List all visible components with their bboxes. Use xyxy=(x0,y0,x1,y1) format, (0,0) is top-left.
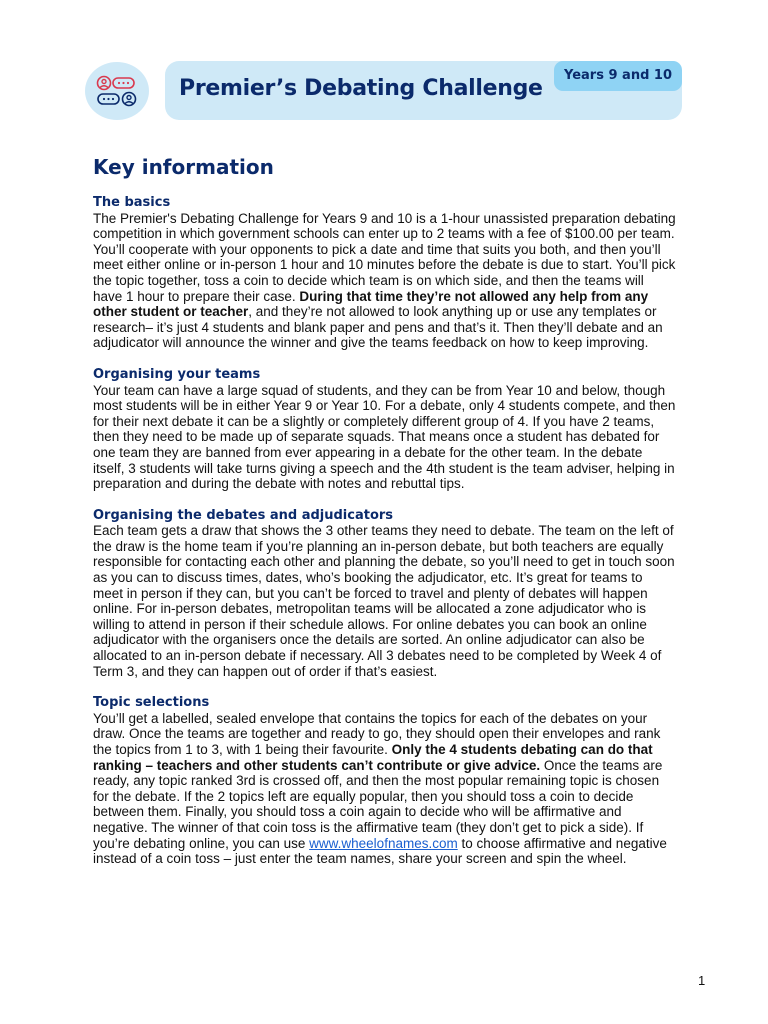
body-text: The Premier's Debating Challenge for Years 9 and 10 is a 1-hour unassisted preparation debating competition in which government schools can enter up to 2 teams with a fee of $100.00 per team. You’ll cooperate with your opponents to pick a date and time that suits you both, and then you’ll meet either online or in-person 1 hour and 10 minutes before the debate is due to start. You’ll pick the topic together, toss a coin to decide which team is on which side, and then the teams will have 1 hour to prepare their case. xyxy=(93,210,676,304)
page-number: 1 xyxy=(698,973,706,988)
debate-people-speech-icon xyxy=(95,74,139,108)
section-body xyxy=(93,211,676,351)
wheelofnames-link[interactable]: www.wheelofnames.com xyxy=(309,835,458,851)
main-content xyxy=(93,195,676,883)
section-heading: Organising the debates and adjudicators xyxy=(93,507,394,523)
title-banner xyxy=(165,61,682,120)
key-information-heading: Key information xyxy=(93,155,274,179)
section-organising-teams xyxy=(93,367,676,492)
emphasis-text: Only the 4 students debating can do that ranking – teachers and other students can’t contribute or give advice. xyxy=(93,742,653,773)
section-heading: Organising your teams xyxy=(93,366,261,382)
body-text: You’ll get a labelled, sealed envelope that contains the topics for each of the debates on your draw. Once the teams are together and ready to go, they should open their envelopes and rank the topics from 1 to 3, with 1 being their favourite. xyxy=(93,710,661,757)
section-body: Each team gets a draw that shows the 3 other teams they need to debate. The team on the left of the draw is the home team if you’re planning an in-person debate, but both teachers are equally responsible for contacting each other and planning the debate, so you’ll need to get in touch soon as you can to discuss times, dates, who’s booking the adjudicator, etc. It’s great for teams to meet in person if they can, but you can’t be forced to travel and plenty of debates will happen online. For in-person debates, metropolitan teams will be allocated a zone adjudicator who is willing to attend in person if their schedule allows. For online debates you can book an online adjudicator with the organisers once the details are sorted. An online adjudicator can also be allocated to an in-person debate if necessary. All 3 debates need to be completed by Week 4 of Term 3, and they can happen out of order if that’s easiest. xyxy=(93,523,675,679)
section-the-basics xyxy=(93,195,676,351)
section-body xyxy=(93,711,676,867)
page-title: Premier’s Debating Challenge xyxy=(179,76,543,101)
body-text: Once the teams are ready, any topic ranked 3rd is crossed off, and then the most popular remaining topic is chosen for the debate. If the 2 topics left are equally popular, then you should toss a coin to decide between them. Finally, you should toss a coin again to decide who will be affirmative and negative. The winner of that coin toss is the affirmative team (they don’t get to pick a side). If you’re debating online, you can use xyxy=(93,757,663,851)
body-text: , and they’re not allowed to look anything up or use any templates or research– it’s just 4 students and blank paper and pens and that’s it. Then they’ll debate and an adjudicator will announce the winner and give the teams feedback on how to keep improving. xyxy=(93,304,663,351)
section-heading: Topic selections xyxy=(93,695,210,711)
body-text: to choose affirmative and negative instead of a coin toss – just enter the team names, share your screen and spin the wheel. xyxy=(93,835,667,867)
emphasis-text: During that time they’re not allowed any help from any other student or teacher xyxy=(93,288,649,320)
logo-badge xyxy=(85,62,149,120)
section-body: Your team can have a large squad of students, and they can be from Year 10 and below, though most students will be in either Year 9 or Year 10. For a debate, only 4 students compete, and then for their next debate it can be a slightly or completely different group of 4. If you have 2 teams, then they need to be made up of separate squads. That means once a student has debated for one team they are banned from ever appearing in a debate for the other team. In the debate itself, 3 students will take turns giving a speech and the 4th student is the team adviser, helping in preparation and during the debate with notes and rebuttal tips. xyxy=(93,382,676,492)
section-heading: The basics xyxy=(93,195,171,210)
section-topic-selections xyxy=(93,695,676,867)
year-level-badge: Years 9 and 10 xyxy=(554,61,682,91)
section-organising-debates xyxy=(93,508,676,680)
